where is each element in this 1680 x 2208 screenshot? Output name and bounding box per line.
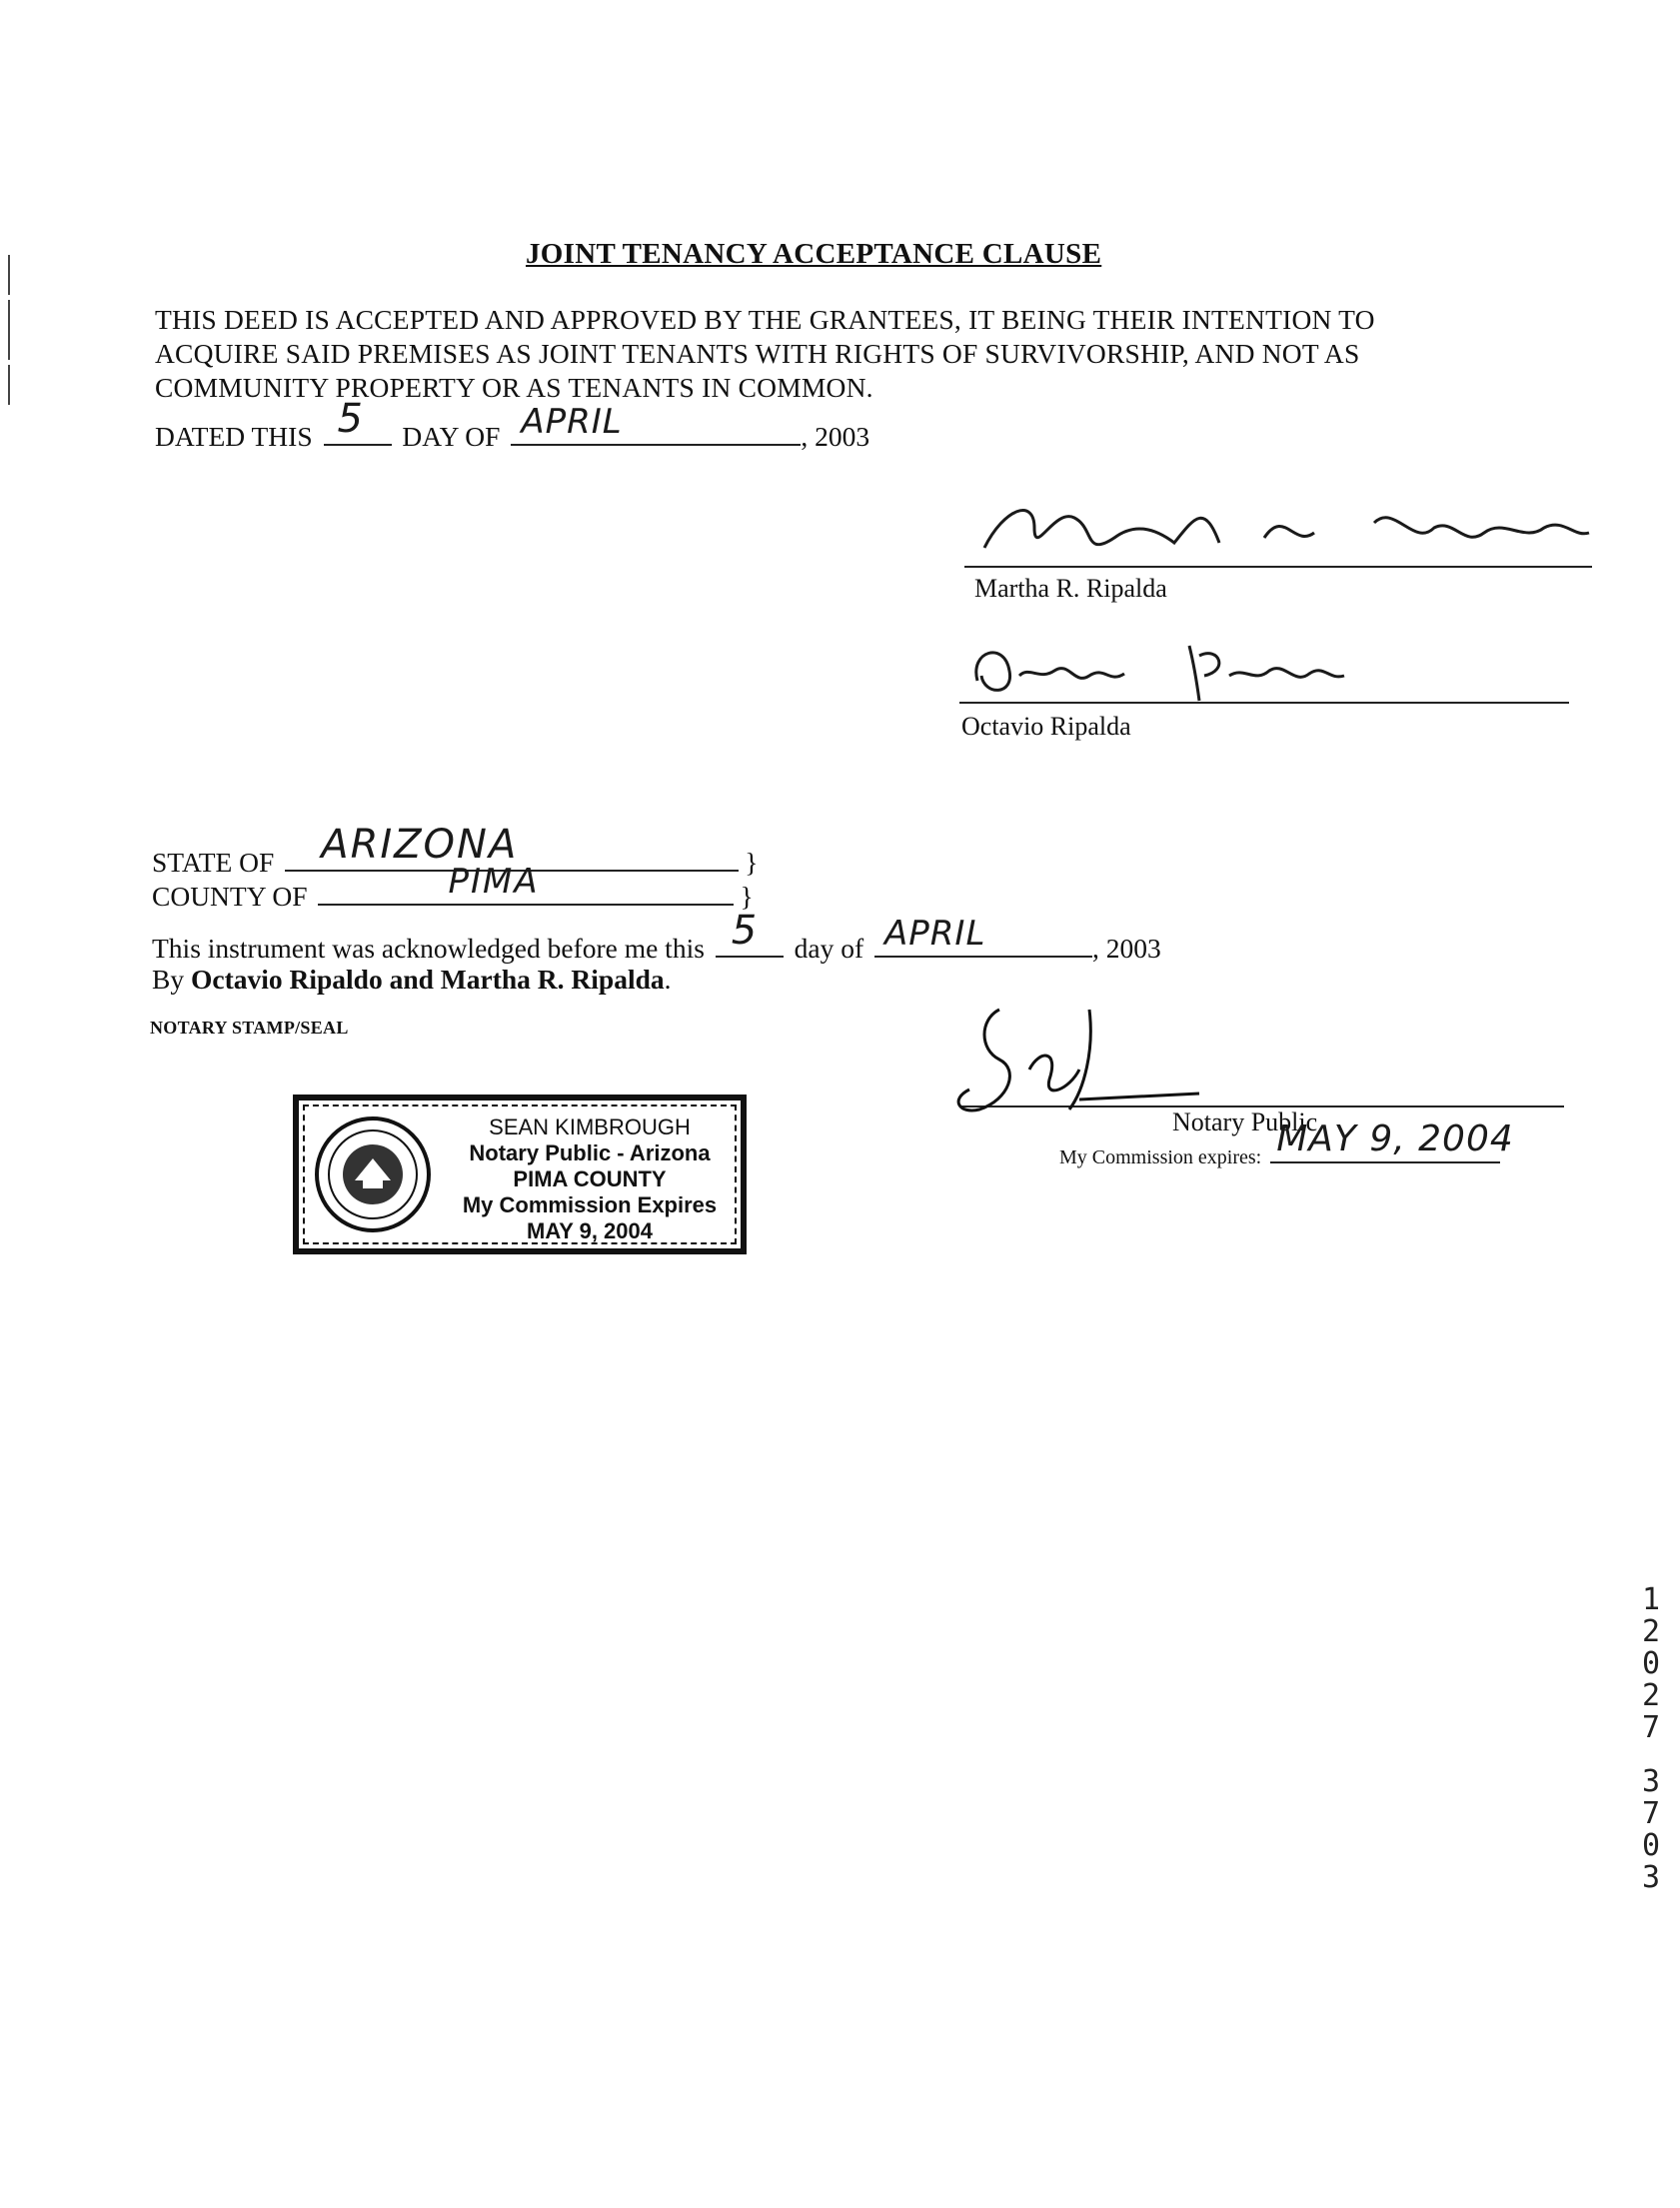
dated-month-field[interactable] — [511, 402, 801, 446]
dated-year: , 2003 — [801, 421, 870, 452]
recording-digit: 7 — [1641, 1710, 1661, 1745]
acceptance-paragraph — [155, 303, 1574, 405]
scan-mark — [8, 255, 10, 295]
notary-stamp — [293, 1095, 747, 1254]
stamp-line: MAY 9, 2004 — [527, 1218, 653, 1243]
dated-day-field[interactable] — [324, 396, 392, 446]
paragraph-line: ACQUIRE SAID PREMISES AS JOINT TENANTS WITH RIGHTS OF SURVIVORSHIP, AND NOT AS — [155, 338, 1360, 369]
scan-mark — [8, 300, 10, 360]
commission-label: My Commission expires: — [1059, 1146, 1262, 1168]
stamp-line: SEAN KIMBROUGH — [489, 1114, 691, 1139]
handwritten-signature-octavio — [959, 626, 1569, 706]
arizona-state-seal-icon — [313, 1114, 433, 1234]
by-prefix: By — [152, 964, 185, 995]
ack-day-field[interactable] — [716, 908, 784, 958]
dated-prefix: DATED THIS — [155, 421, 313, 452]
recording-digit: 2 — [1641, 1678, 1661, 1713]
grantee-name-2: Octavio Ripalda — [961, 712, 1131, 741]
commission-handwritten: MAY 9, 2004 — [1276, 1118, 1514, 1159]
recording-gap — [1631, 1744, 1671, 1766]
commission-field[interactable] — [1270, 1118, 1514, 1163]
state-label: STATE OF — [152, 847, 275, 878]
scan-mark — [8, 365, 10, 405]
stamp-line: Notary Public - Arizona — [469, 1140, 711, 1165]
ack-month-field[interactable] — [874, 914, 1092, 958]
dated-day-handwritten: 5 — [337, 396, 363, 442]
dated-line — [155, 396, 870, 453]
recording-digit: 1 — [1641, 1582, 1661, 1617]
by-names: Octavio Ripaldo and Martha R. Ripalda — [190, 964, 665, 995]
county-brace: } — [740, 881, 754, 912]
recording-digit: 2 — [1641, 1614, 1661, 1649]
document-title: JOINT TENANCY ACCEPTANCE CLAUSE — [526, 238, 1102, 270]
recording-digit: 0 — [1641, 1828, 1661, 1863]
stamp-line: My Commission Expires — [462, 1192, 718, 1217]
state-handwritten: ARIZONA — [321, 822, 519, 868]
county-label: COUNTY OF — [152, 881, 308, 912]
recording-digit: 0 — [1641, 1646, 1661, 1681]
county-handwritten: PIMA — [448, 862, 540, 902]
acknowledgment-middle: day of — [794, 933, 864, 964]
grantee-name-1: Martha R. Ripalda — [974, 574, 1167, 603]
paragraph-line: COMMUNITY PROPERTY OR AS TENANTS IN COMMON. — [155, 372, 873, 403]
notary-public-label: Notary Public — [1172, 1107, 1318, 1136]
notary-signature-line[interactable] — [959, 1060, 1564, 1107]
ack-day-handwritten: 5 — [731, 908, 758, 954]
recording-number — [1631, 1584, 1671, 1894]
recording-digit: 3 — [1641, 1764, 1661, 1799]
grantee-signature-line-2[interactable] — [959, 652, 1569, 704]
handwritten-signature-martha — [964, 488, 1592, 568]
recording-digit: 7 — [1641, 1796, 1661, 1831]
by-suffix: . — [664, 964, 672, 995]
acknowledgment-line — [152, 908, 1161, 965]
stamp-text — [449, 1114, 731, 1244]
ack-month-handwritten: APRIL — [884, 914, 986, 954]
grantee-signature-line-1[interactable] — [964, 516, 1592, 568]
acknowledgment-prefix: This instrument was acknowledged before me this — [152, 933, 705, 964]
dated-middle: DAY OF — [402, 421, 501, 452]
acknowledgment-by-line — [152, 964, 672, 996]
county-field[interactable] — [318, 862, 734, 906]
recording-digit: 3 — [1641, 1860, 1661, 1895]
stamp-line: PIMA COUNTY — [513, 1166, 667, 1191]
notary-stamp-seal-label: NOTARY STAMP/SEAL — [150, 1018, 349, 1038]
dated-month-handwritten: APRIL — [521, 402, 623, 442]
state-brace: } — [745, 847, 759, 878]
acknowledgment-year: , 2003 — [1092, 933, 1161, 964]
paragraph-line: THIS DEED IS ACCEPTED AND APPROVED BY THE GRANTEES, IT BEING THEIR INTENTION TO — [155, 304, 1375, 335]
